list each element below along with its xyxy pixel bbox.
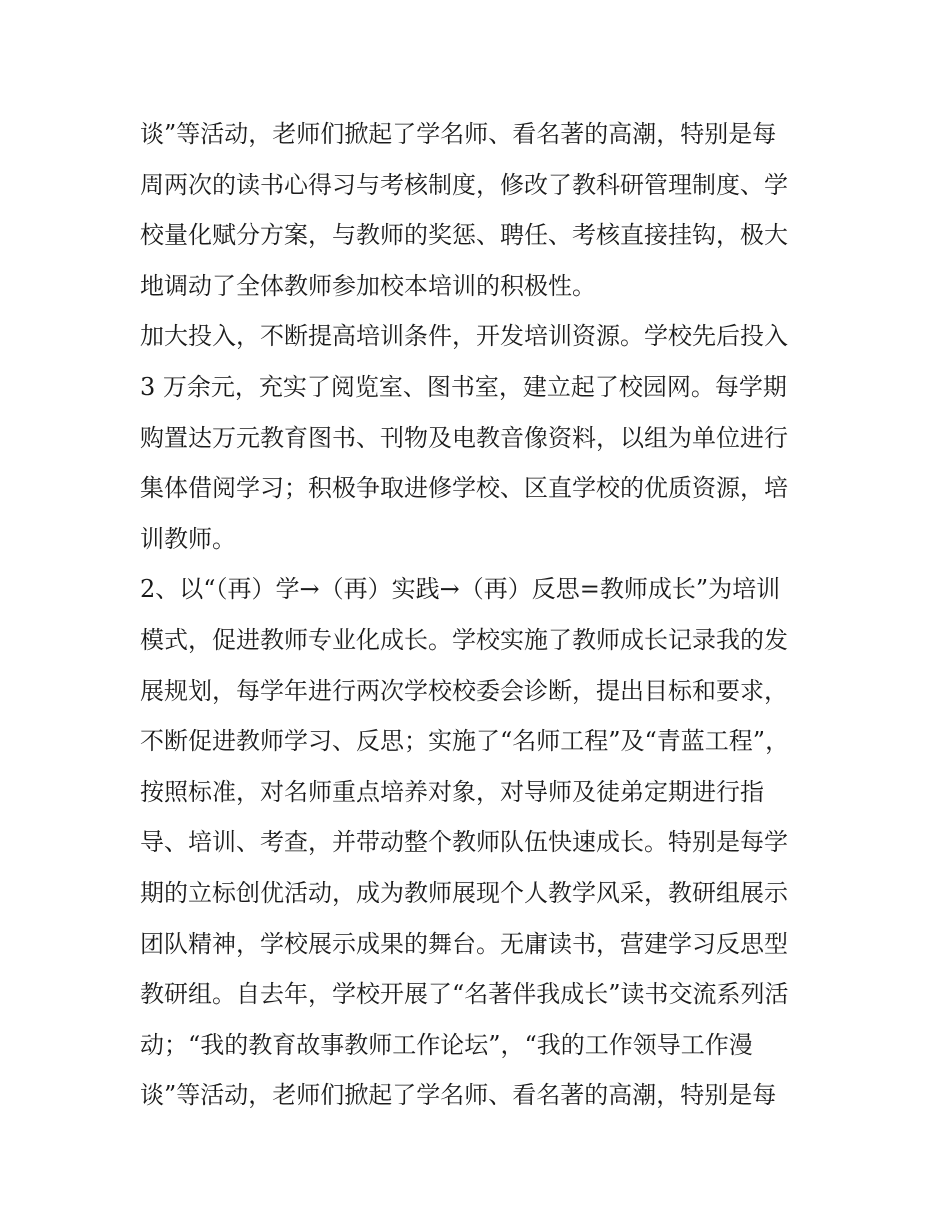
text-line: 训教师。 — [140, 524, 236, 553]
text-line: 按照标准，对名师重点培养对象，对导师及徒弟定期进行指 — [140, 777, 764, 806]
text-line: 期的立标创优活动，成为教师展现个人教学风采，教研组展示 — [140, 878, 788, 907]
text-line: 购置达万元教育图书、刊物及电教音像资料，以组为单位进行 — [140, 423, 788, 452]
text-line: 2、以“（再）学→（再）实践→（再）反思=教师成长”为培训 — [140, 575, 781, 604]
text-line: 模式，促进教师专业化成长。学校实施了教师成长记录我的发 — [140, 625, 788, 654]
text-line: 周两次的读书心得习与考核制度，修改了教科研管理制度、学 — [140, 170, 788, 199]
text-line: 谈”等活动，老师们掀起了学名师、看名著的高潮，特别是每 — [140, 120, 777, 148]
text-line: 集体借阅学习；积极争取进修学校、区直学校的优质资源，培 — [140, 474, 788, 503]
text-line: 不断促进教师学习、反思；实施了“名师工程”及“青蓝工程”， — [140, 727, 790, 756]
text-line: 谈”等活动，老师们掀起了学名师、看名著的高潮，特别是每 — [140, 1081, 777, 1110]
text-line: 校量化赋分方案，与教师的奖惩、聘任、考核直接挂钩，极大 — [140, 221, 788, 250]
text-line: 展规划，每学年进行两次学校校委会诊断，提出目标和要求， — [140, 676, 788, 705]
text-line: 动；“我的教育故事教师工作论坛”，“我的工作领导工作漫 — [140, 1030, 753, 1059]
body-text — [140, 109, 830, 1121]
text-line: 导、培训、考查，并带动整个教师队伍快速成长。特别是每学 — [140, 828, 788, 857]
text-line: 教研组。自去年，学校开展了“名著伴我成长”读书交流系列活 — [140, 980, 789, 1009]
text-line: 加大投入，不断提高培训条件，开发培训资源。学校先后投入 — [140, 322, 788, 351]
text-line: 3 万余元，充实了阅览室、图书室，建立起了校园网。每学期 — [140, 372, 787, 401]
text-line: 团队精神，学校展示成果的舞台。无庸读书，营建学习反思型 — [140, 929, 788, 958]
text-line: 地调动了全体教师参加校本培训的积极性。 — [140, 271, 596, 300]
